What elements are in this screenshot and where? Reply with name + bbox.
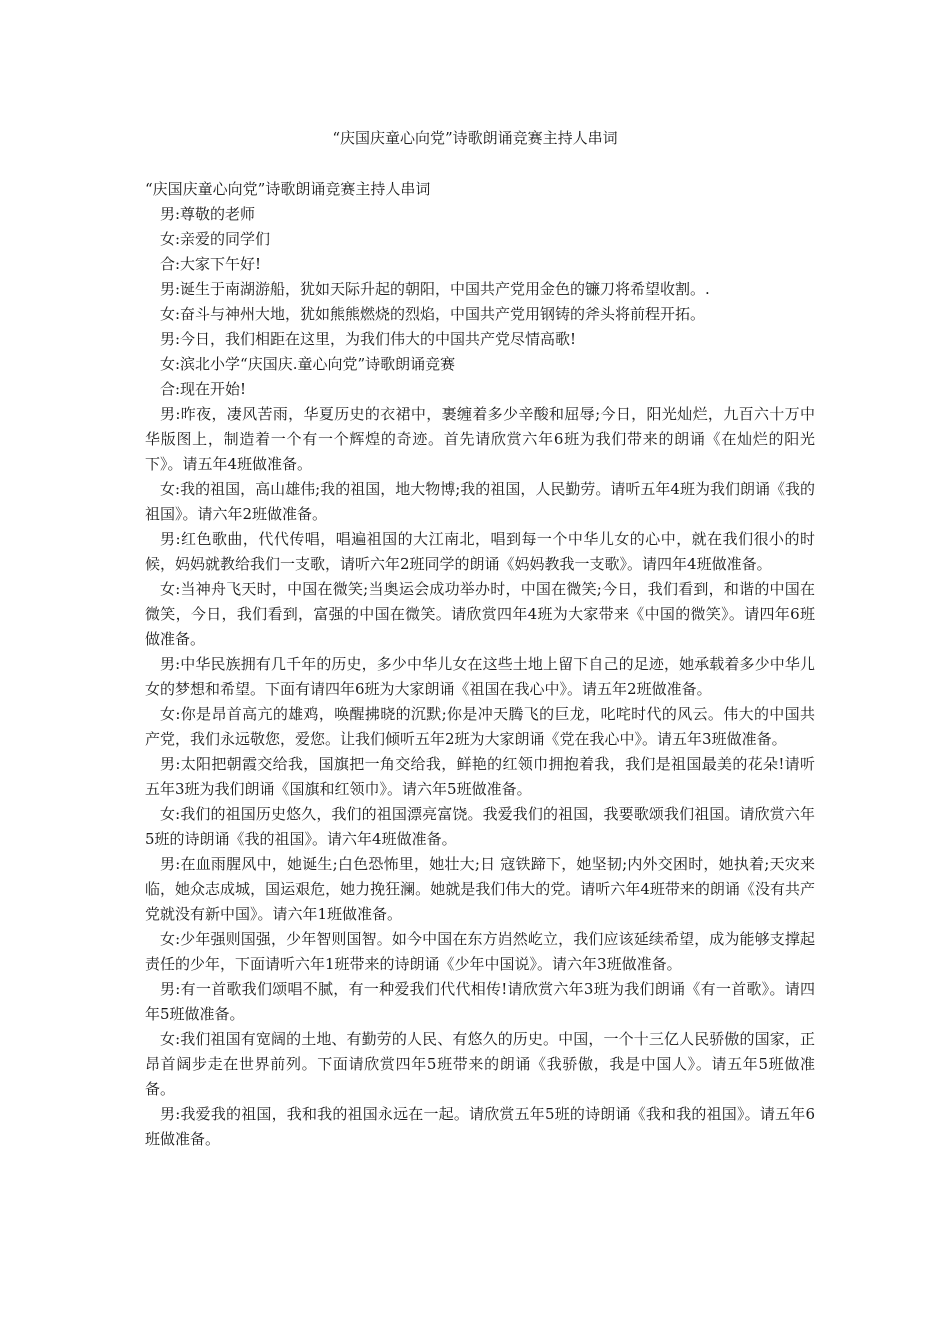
document-title: “庆国庆童心向党”诗歌朗诵竞赛主持人串词 xyxy=(332,129,618,147)
paragraph: 男:在血雨腥风中，她诞生;白色恐怖里，她壮大;日 寇铁蹄下，她坚韧;内外交困时，她执着;天灾来临，她众志成城，国运艰危，她力挽狂澜。她就是我们伟大的党。请听六年4班带来的朗诵《没有共产党就没有新中国》。请六年1班做准备。 xyxy=(145,855,815,923)
paragraph: 女:我的祖国，高山雄伟;我的祖国，地大物博;我的祖国，人民勤劳。请听五年4班为我们朗诵《我的祖国》。请六年2班做准备。 xyxy=(145,480,815,523)
paragraph: 女:当神舟飞天时，中国在微笑;当奥运会成功举办时，中国在微笑;今日，我们看到，和谐的中国在微笑，今日，我们看到，富强的中国在微笑。请欣赏四年4班为大家带来《中国的微笑》。请四年6班做准备。 xyxy=(145,580,815,648)
paragraph: 女:我们祖国有宽阔的土地、有勤劳的人民、有悠久的历史。中国，一个十三亿人民骄傲的国家，正昂首阔步走在世界前列。下面请欣赏四年5班带来的朗诵《我骄傲，我是中国人》。请五年5班做准备。 xyxy=(145,1030,815,1098)
paragraph: 男:今日，我们相距在这里，为我们伟大的中国共产党尽情高歌! xyxy=(160,330,577,348)
paragraph: 合:大家下午好! xyxy=(160,255,262,273)
paragraph: 男:尊敬的老师 xyxy=(160,205,256,223)
document-subtitle: “庆国庆童心向党”诗歌朗诵竞赛主持人串词 xyxy=(145,180,431,198)
paragraph: 男:太阳把朝霞交给我，国旗把一角交给我，鲜艳的红领巾拥抱着我，我们是祖国最美的花朵!请听五年3班为我们朗诵《国旗和红领巾》。请六年5班做准备。 xyxy=(145,755,815,798)
paragraph: 男:中华民族拥有几千年的历史，多少中华儿女在这些土地上留下自己的足迹，她承载着多少中华儿女的梦想和希望。下面有请四年6班为大家朗诵《祖国在我心中》。请五年2班做准备。 xyxy=(145,655,815,698)
paragraph: 女:少年强则国强，少年智则国智。如今中国在东方岿然屹立，我们应该延续希望，成为能够支撑起责任的少年，下面请听六年1班带来的诗朗诵《少年中国说》。请六年3班做准备。 xyxy=(145,930,815,973)
paragraph: 合:现在开始! xyxy=(160,380,247,398)
paragraph: 女:奋斗与神州大地，犹如熊熊燃烧的烈焰，中国共产党用钢铸的斧头将前程开拓。 xyxy=(160,305,706,323)
paragraph: 男:我爱我的祖国，我和我的祖国永远在一起。请欣赏五年5班的诗朗诵《我和我的祖国》。请五年6班做准备。 xyxy=(145,1105,815,1148)
document-body xyxy=(145,177,815,1152)
paragraph: 男:有一首歌我们颂唱不腻，有一种爱我们代代相传!请欣赏六年3班为我们朗诵《有一首歌》。请四年5班做准备。 xyxy=(145,980,815,1023)
paragraph: 女:你是昂首高亢的雄鸡，唤醒拂晓的沉默;你是冲天腾飞的巨龙，叱咤时代的风云。伟大的中国共产党，我们永远敬您，爱您。让我们倾听五年2班为大家朗诵《党在我心中》。请五年3班做准备。 xyxy=(145,705,815,748)
paragraph: 女:我们的祖国历史悠久，我们的祖国漂亮富饶。我爱我们的祖国，我要歌颂我们祖国。请欣赏六年5班的诗朗诵《我的祖国》。请六年4班做准备。 xyxy=(145,805,815,848)
paragraph: 女:亲爱的同学们 xyxy=(160,230,271,248)
paragraph: 男:诞生于南湖游船，犹如天际升起的朝阳，中国共产党用金色的镰刀将希望收割。. xyxy=(160,280,710,298)
paragraph: 男:红色歌曲，代代传唱，唱遍祖国的大江南北，唱到每一个中华儿女的心中，就在我们很小的时候，妈妈就教给我们一支歌，请听六年2班同学的朗诵《妈妈教我一支歌》。请四年4班做准备。 xyxy=(145,530,815,573)
paragraph: 男:昨夜，凄风苦雨，华夏历史的衣裙中，裹缠着多少辛酸和屈辱;今日，阳光灿烂，九百六十万中华版图上，制造着一个有一个辉煌的奇迹。首先请欣赏六年6班为我们带来的朗诵《在灿烂的阳光下》。请五年4班做准备。 xyxy=(145,405,815,473)
paragraph: 女:滨北小学“庆国庆.童心向党”诗歌朗诵竞赛 xyxy=(160,355,456,373)
